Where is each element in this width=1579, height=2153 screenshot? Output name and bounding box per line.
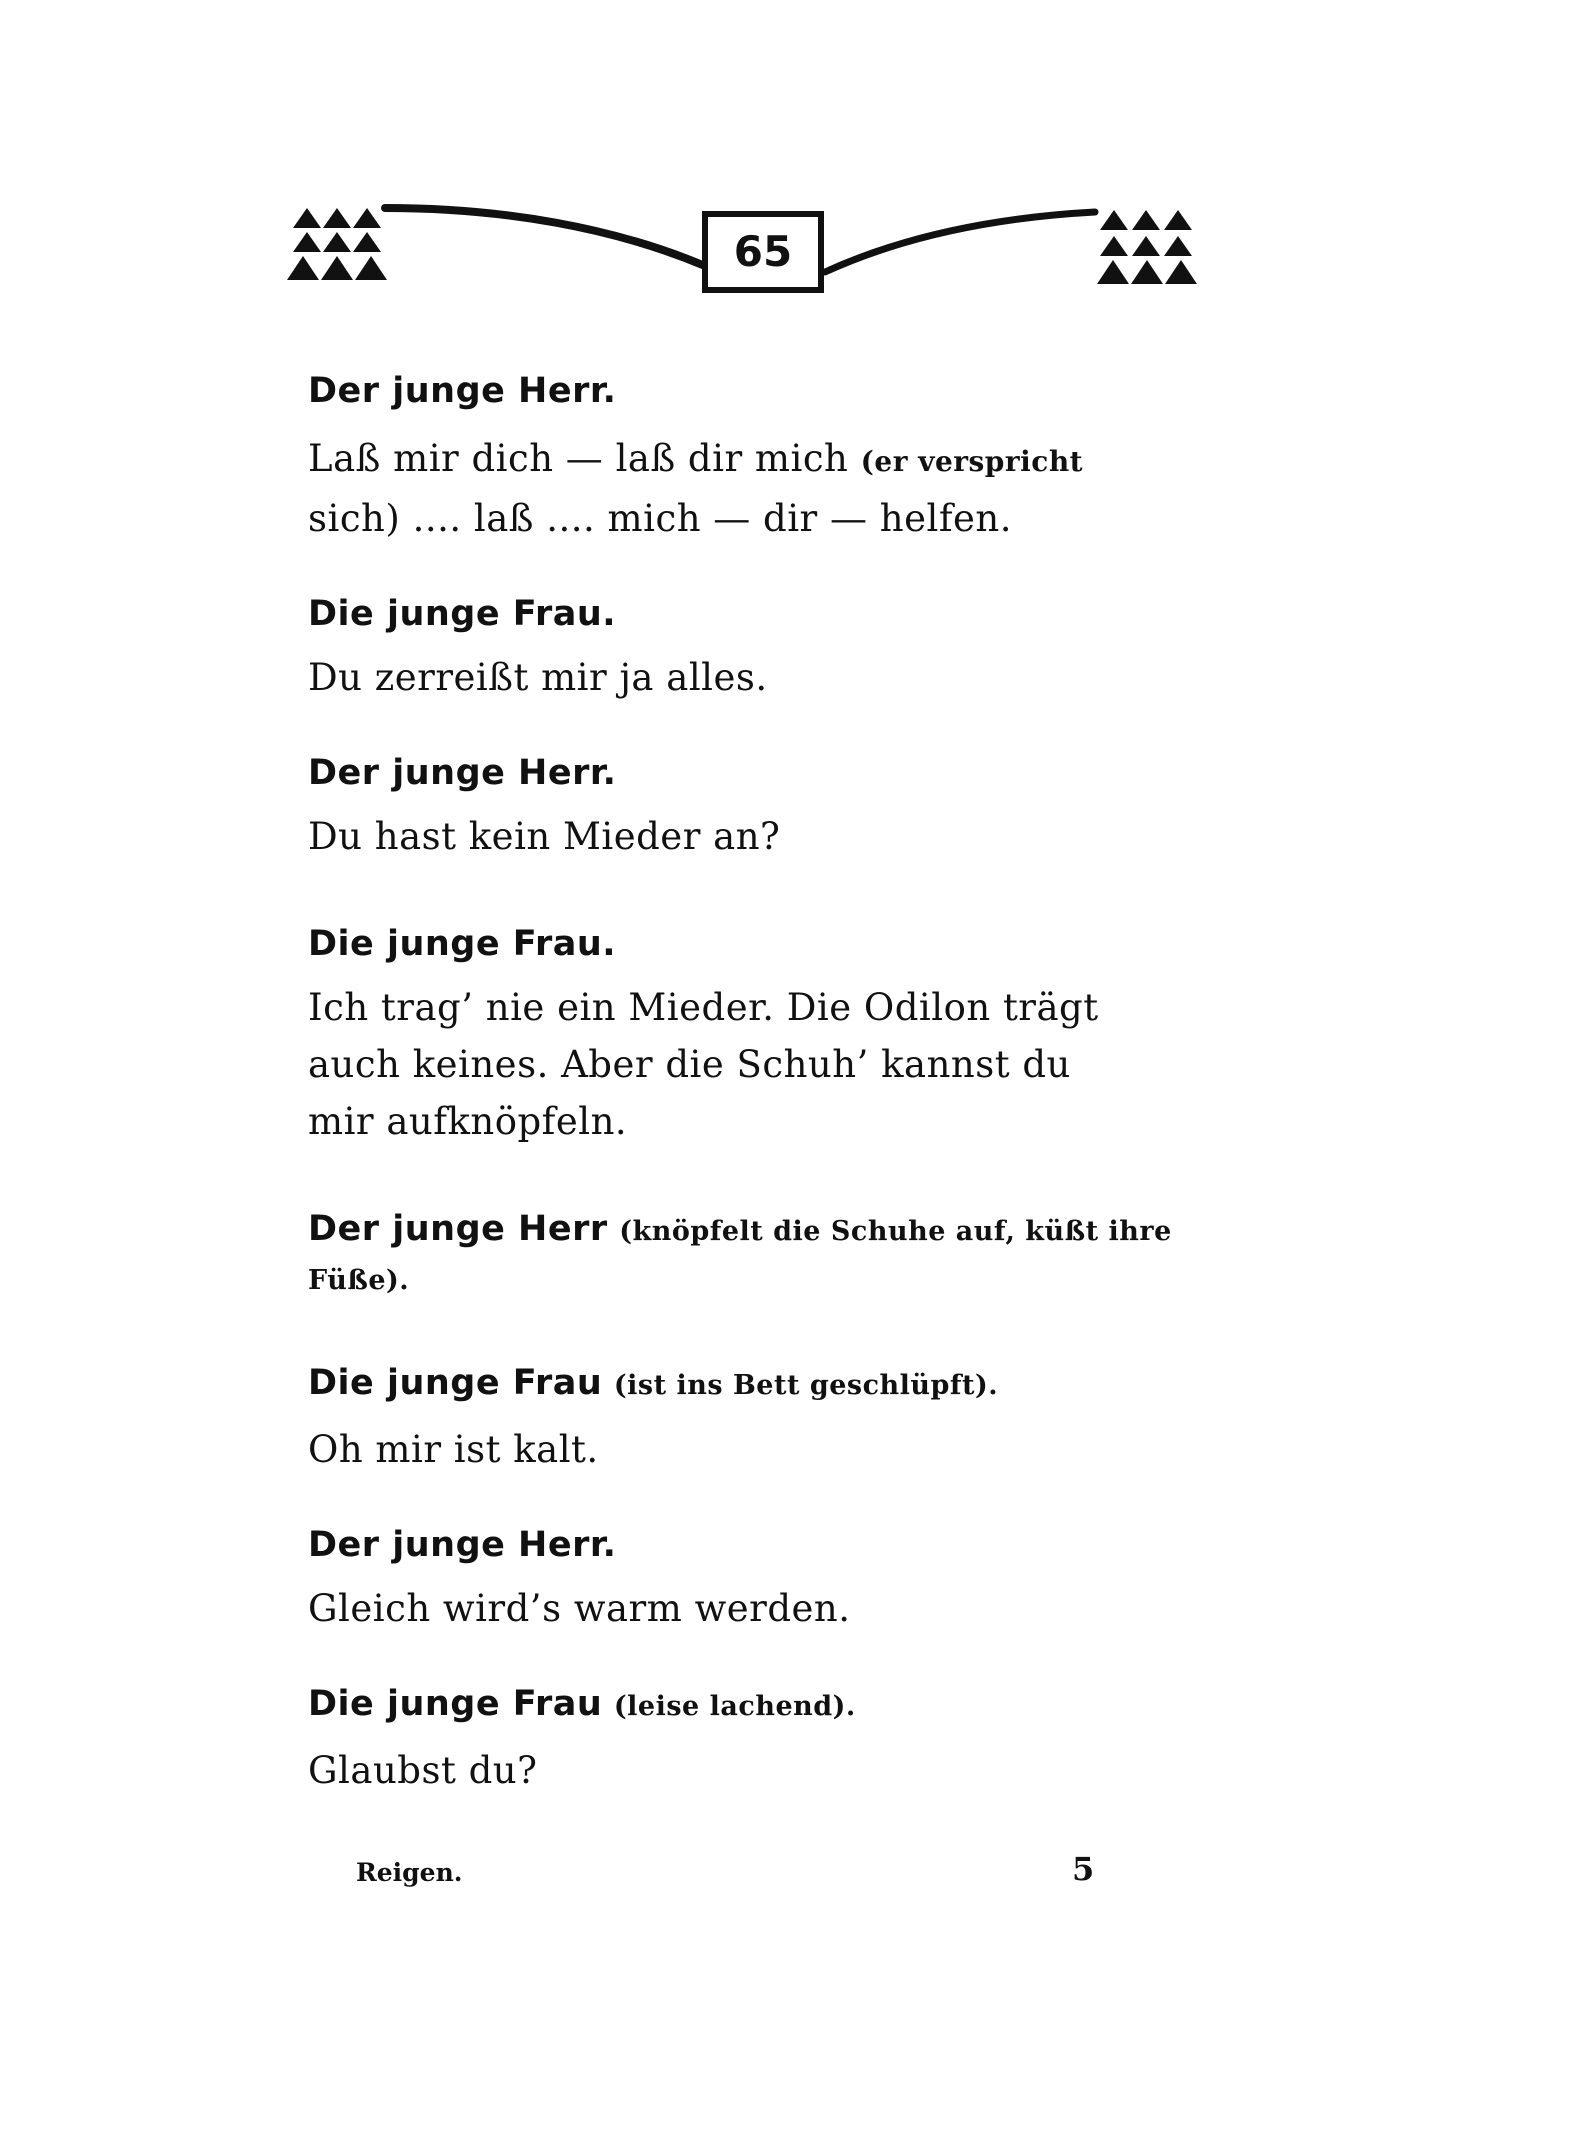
left-triangle-cluster xyxy=(287,208,387,280)
dialogue-line: Laß mir dich — laß dir mich (er verspricht xyxy=(308,437,1084,480)
speaker-heading: Der junge Herr. xyxy=(308,753,617,793)
speaker-heading: Die junge Frau (ist ins Bett geschlüpft). xyxy=(308,1363,999,1403)
dialogue-line: mir aufknöpfeln. xyxy=(308,1100,628,1143)
speaker-heading: Der junge Herr. xyxy=(308,371,617,411)
dialogue-body xyxy=(308,368,1188,1799)
right-triangle-cluster xyxy=(1097,210,1197,284)
stage-direction: (er verspricht xyxy=(860,445,1084,478)
page-header-ornament xyxy=(285,200,1230,310)
stage-direction: (ist ins Bett geschlüpft). xyxy=(613,1370,999,1401)
dialogue-line: Du hast kein Mieder an? xyxy=(308,815,781,858)
speaker-heading: Die junge Frau (leise lachend). xyxy=(308,1684,856,1724)
footer-book-title: Reigen. xyxy=(356,1858,463,1887)
dialogue-line: sich) .... laß .... mich — dir — helfen. xyxy=(308,497,1013,540)
dialogue-line: Glaubst du? xyxy=(308,1749,538,1792)
speaker-heading: Der junge Herr (knöpfelt die Schuhe auf, küßt ihre Füße). xyxy=(308,1209,1172,1296)
stage-direction: (leise lachend). xyxy=(613,1691,856,1722)
dialogue-line: Ich trag’ nie ein Mieder. Die Odilon trägt xyxy=(308,986,1099,1029)
page-number: 65 xyxy=(733,227,793,276)
dialogue-line: auch keines. Aber die Schuh’ kannst du xyxy=(308,1043,1071,1086)
speaker-heading: Die junge Frau. xyxy=(308,594,617,634)
speaker-heading: Die junge Frau. xyxy=(308,924,617,964)
speaker-heading: Der junge Herr. xyxy=(308,1525,617,1565)
dialogue-line: Gleich wird’s warm werden. xyxy=(308,1587,851,1630)
dialogue-line: Oh mir ist kalt. xyxy=(308,1428,599,1471)
footer-signature-mark: 5 xyxy=(1072,1850,1095,1888)
stage-direction: (knöpfelt die Schuhe auf, küßt ihre Füße). xyxy=(308,1216,1172,1296)
dialogue-line: Du zerreißt mir ja alles. xyxy=(308,656,768,699)
